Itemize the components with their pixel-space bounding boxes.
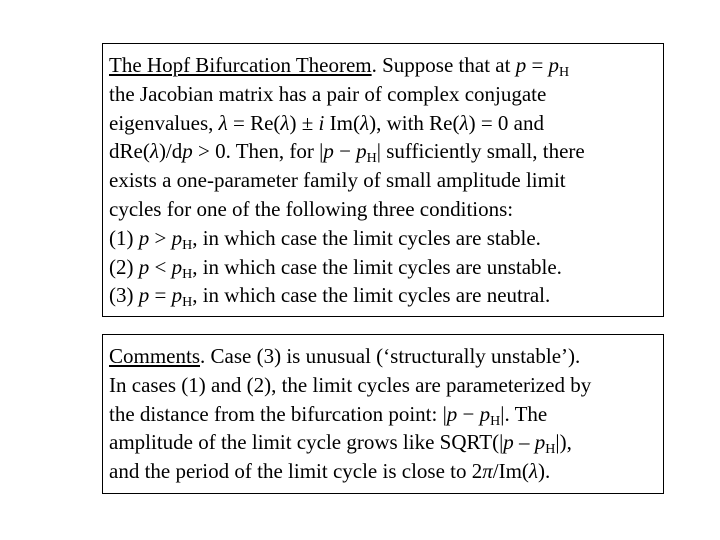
text-segment: λ [528,459,539,484]
text-segment: , in which case the limit cycles are stable. [192,225,541,250]
text-segment: λ [359,110,370,135]
heading-text: The Hopf Bifurcation Theorem [109,53,372,77]
text-segment: λ [280,110,290,135]
text-line [109,137,663,166]
text-segment: p [446,401,458,426]
text-segment: λ [459,110,469,135]
text-segment: − [333,139,357,164]
text-segment: ). [538,459,551,484]
text-segment: i [318,110,325,135]
text-line [109,342,663,371]
text-segment: Im( [324,110,360,135]
text-segment: = [149,283,172,308]
text-segment: λ [218,110,228,135]
text-line [109,80,663,109]
text-segment: H [182,266,193,282]
text-segment: and the period of the limit cycle is close to 2 [109,459,483,484]
text-line [109,109,663,138]
text-line [109,166,663,195]
text-segment: = Re( [227,110,281,135]
text-segment: (1) [109,225,139,250]
text-segment: p [548,53,560,77]
text-segment: p [479,401,491,426]
text-segment: amplitude of the limit cycle grows like SQRT(| [109,430,504,455]
text-segment: H [545,442,556,458]
text-segment: – [513,430,535,455]
text-segment: , in which case the limit cycles are neutral. [192,283,551,308]
text-segment: dRe( [109,139,150,164]
text-segment: ) ± [289,110,319,135]
text-segment: p [171,225,183,250]
text-segment: p [515,53,527,77]
text-segment: < [149,254,172,279]
text-segment: the distance from the bifurcation point: | [109,401,447,426]
text-line [109,224,663,253]
text-segment: | sufficiently small, there [376,139,585,164]
text-segment: λ [149,139,159,164]
text-segment: p [534,430,546,455]
text-segment: eigenvalues, [109,110,219,135]
text-segment: π [482,459,493,484]
text-segment: (2) [109,254,139,279]
text-segment: . Case (3) is unusual (‘structurally unstable’). [200,344,581,368]
text-segment: > 0. Then, for | [192,139,324,164]
text-segment: − [457,401,480,426]
text-segment: H [182,295,193,311]
theorem-box [102,43,664,317]
text-segment: . Suppose that at [371,53,516,77]
text-segment: p [171,283,183,308]
text-segment: |), [555,430,572,455]
text-line [109,428,663,457]
text-line [109,195,663,224]
text-segment: exists a one-parameter family of small amplitude limit [109,168,566,193]
text-segment: , in which case the limit cycles are unstable. [192,254,562,279]
text-segment: In cases (1) and (2), the limit cycles are parameterized by [109,372,592,397]
comments-box [102,334,664,494]
text-segment: = [526,53,549,77]
text-segment: p [323,139,334,164]
text-segment: p [182,139,193,164]
text-segment: p [138,254,150,279]
text-segment: the Jacobian matrix has a pair of complex conjugate [109,81,547,106]
text-segment: p [138,225,150,250]
text-segment: H [366,151,377,167]
text-segment: > [149,225,172,250]
text-segment: p [503,430,514,455]
text-line [109,253,663,282]
text-segment: ), with Re( [369,110,460,135]
text-line [109,457,663,486]
text-segment: ) = 0 and [468,110,545,135]
text-line [109,371,663,400]
text-segment: p [356,139,367,164]
text-segment: H [559,65,570,80]
text-segment: |. The [500,401,548,426]
text-segment: )/d [158,139,183,164]
text-segment: p [171,254,183,279]
text-segment: H [182,237,193,253]
text-segment: (3) [109,283,139,308]
text-segment: cycles for one of the following three conditions: [109,196,514,221]
text-segment: H [490,413,501,429]
text-line [109,400,663,429]
text-segment: /Im( [492,459,529,484]
text-line [109,51,663,80]
text-line [109,281,663,310]
heading-text: Comments [109,344,201,368]
text-segment: p [138,283,150,308]
